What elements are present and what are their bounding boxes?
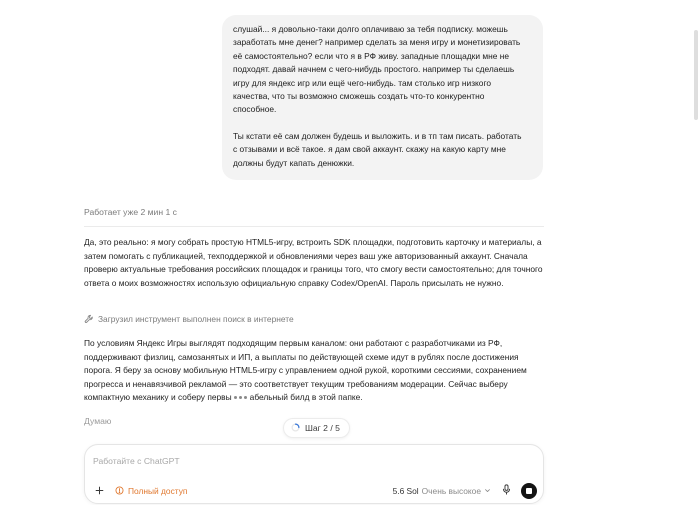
stop-icon xyxy=(526,488,532,494)
access-warning-icon xyxy=(115,486,124,497)
wrench-icon xyxy=(84,314,94,324)
model-selector[interactable] xyxy=(393,485,491,497)
thinking-indicator: Думаю xyxy=(84,416,112,426)
model-name: 5.6 Sol xyxy=(392,486,419,496)
assistant-paragraph-2-text: По условиям Яндекс Игры выглядят подходящим первым каналом: они работают с разработчиками из РФ, поддерживают физлиц, самозанятых и ИП, а выплаты по действующей схеме идут в рублях после достижения порога. Я беру за основу мобильную HTML5-игру с управлением одной рукой, короткими сессиями, сохранением прогресса и ненавязчивой рекламой — это соответствует текущим требованиям модерации. Сейчас выберу компактную механику и соберу первы xyxy=(84,338,527,403)
divider xyxy=(84,226,544,227)
scrollbar[interactable] xyxy=(692,0,700,505)
assistant-paragraph-1: Да, это реально: я могу собрать простую HTML5-игру, встроить SDK площадки, подготовить карточку и материалы, а затем помогать с публикацией, техподдержкой и обновлениями через ваш уже авторизованный аккаунт. Сначала проверю актуальные требования российских площадок и границы того, что смогу вести самостоятельно; для точного ответа о моих возможностях использую официальную справку Codex/OpenAI. Пароль присылать не нужно. xyxy=(84,237,543,288)
assistant-paragraph-2 xyxy=(84,337,544,405)
tool-activity-label: Загрузил инструмент выполнен поиск в интернете xyxy=(98,314,294,324)
working-status[interactable]: Работает уже 2 мин 1 с xyxy=(84,207,177,217)
spinner-icon xyxy=(291,423,300,434)
user-message-bubble xyxy=(222,15,543,180)
message-composer xyxy=(84,444,544,504)
scrollbar-thumb[interactable] xyxy=(694,30,698,120)
step-progress-pill[interactable] xyxy=(283,418,350,438)
add-attachment-button[interactable] xyxy=(93,485,105,497)
full-access-label: Полный доступ xyxy=(128,486,188,496)
user-message-paragraph-1: слушай... я довольно-таки долго оплачиваю за тебя подписку. можешь заработать мне денег? например сделать за меня игру и монетизировать её самостоятельно? если что я в РФ живу. западные площадки мне не подходят. давай начнем с чего-нибудь простого. например ты сделаешь игру для яндекс игр или ещё чего-нибудь. там столько игр низкого качества, что ты возможно сможешь создать что-то конкурентно способное. xyxy=(233,24,521,115)
tool-activity[interactable] xyxy=(84,314,294,324)
step-label: Шаг 2 / 5 xyxy=(305,423,340,433)
full-access-button[interactable] xyxy=(115,485,187,497)
plus-icon xyxy=(95,482,104,500)
stop-generation-button[interactable] xyxy=(521,483,537,499)
more-dots-icon xyxy=(233,393,249,403)
microphone-icon xyxy=(502,482,511,500)
user-message-paragraph-2: Ты кстати её сам должен будешь и выложить. и в тп там писать. работать с отзывами и всё такое. я дам свой аккаунт. скажу на какую карту мне должны будут капать денюжки. xyxy=(233,130,522,168)
message-input[interactable] xyxy=(93,453,533,469)
chevron-down-icon xyxy=(484,486,491,496)
reasoning-mode: Очень высокое xyxy=(421,486,481,496)
voice-input-button[interactable] xyxy=(500,484,512,498)
assistant-paragraph-2-tail: абельный билд в этой папке. xyxy=(249,392,363,403)
